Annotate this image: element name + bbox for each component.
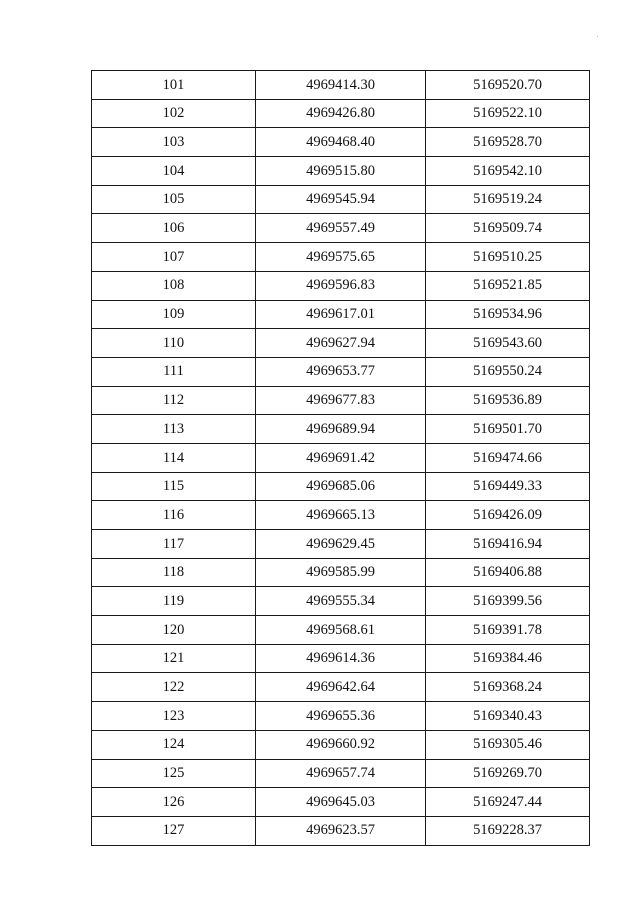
point-number-cell: 115 [92,472,256,501]
point-number-cell: 116 [92,501,256,530]
coordinates-table [91,70,590,846]
table-row [92,71,590,100]
table-row [92,788,590,817]
x-coordinate-cell: 4969665.13 [256,501,426,530]
point-number-cell: 114 [92,443,256,472]
y-coordinate-cell: 5169528.70 [426,128,590,157]
y-coordinate-cell: 5169340.43 [426,702,590,731]
y-coordinate-cell: 5169449.33 [426,472,590,501]
y-coordinate-cell: 5169247.44 [426,788,590,817]
table-row [92,386,590,415]
y-coordinate-cell: 5169536.89 [426,386,590,415]
x-coordinate-cell: 4969426.80 [256,99,426,128]
point-number-cell: 112 [92,386,256,415]
point-number-cell: 106 [92,214,256,243]
y-coordinate-cell: 5169520.70 [426,71,590,100]
table-row [92,243,590,272]
point-number-cell: 113 [92,415,256,444]
table-row [92,99,590,128]
x-coordinate-cell: 4969629.45 [256,530,426,559]
table-row [92,730,590,759]
x-coordinate-cell: 4969414.30 [256,71,426,100]
table-row [92,501,590,530]
y-coordinate-cell: 5169228.37 [426,816,590,845]
table-row [92,271,590,300]
point-number-cell: 118 [92,558,256,587]
point-number-cell: 103 [92,128,256,157]
y-coordinate-cell: 5169509.74 [426,214,590,243]
y-coordinate-cell: 5169543.60 [426,329,590,358]
point-number-cell: 102 [92,99,256,128]
x-coordinate-cell: 4969685.06 [256,472,426,501]
y-coordinate-cell: 5169406.88 [426,558,590,587]
y-coordinate-cell: 5169426.09 [426,501,590,530]
table-row [92,357,590,386]
table-row [92,530,590,559]
y-coordinate-cell: 5169384.46 [426,644,590,673]
x-coordinate-cell: 4969575.65 [256,243,426,272]
y-coordinate-cell: 5169474.66 [426,443,590,472]
x-coordinate-cell: 4969585.99 [256,558,426,587]
coordinates-table-body [92,71,590,846]
x-coordinate-cell: 4969555.34 [256,587,426,616]
table-row [92,644,590,673]
point-number-cell: 123 [92,702,256,731]
x-coordinate-cell: 4969568.61 [256,616,426,645]
y-coordinate-cell: 5169399.56 [426,587,590,616]
table-row [92,673,590,702]
table-row [92,816,590,845]
table-row [92,415,590,444]
table-row [92,472,590,501]
table-row [92,558,590,587]
x-coordinate-cell: 4969557.49 [256,214,426,243]
y-coordinate-cell: 5169501.70 [426,415,590,444]
point-number-cell: 111 [92,357,256,386]
x-coordinate-cell: 4969691.42 [256,443,426,472]
x-coordinate-cell: 4969689.94 [256,415,426,444]
point-number-cell: 119 [92,587,256,616]
point-number-cell: 101 [92,71,256,100]
table-row [92,329,590,358]
y-coordinate-cell: 5169510.25 [426,243,590,272]
y-coordinate-cell: 5169522.10 [426,99,590,128]
y-coordinate-cell: 5169550.24 [426,357,590,386]
x-coordinate-cell: 4969677.83 [256,386,426,415]
point-number-cell: 127 [92,816,256,845]
x-coordinate-cell: 4969617.01 [256,300,426,329]
point-number-cell: 126 [92,788,256,817]
point-number-cell: 109 [92,300,256,329]
y-coordinate-cell: 5169519.24 [426,185,590,214]
point-number-cell: 117 [92,530,256,559]
x-coordinate-cell: 4969614.36 [256,644,426,673]
x-coordinate-cell: 4969657.74 [256,759,426,788]
y-coordinate-cell: 5169391.78 [426,616,590,645]
point-number-cell: 110 [92,329,256,358]
point-number-cell: 121 [92,644,256,673]
x-coordinate-cell: 4969655.36 [256,702,426,731]
point-number-cell: 104 [92,157,256,186]
y-coordinate-cell: 5169305.46 [426,730,590,759]
x-coordinate-cell: 4969623.57 [256,816,426,845]
x-coordinate-cell: 4969642.64 [256,673,426,702]
table-row [92,587,590,616]
x-coordinate-cell: 4969645.03 [256,788,426,817]
y-coordinate-cell: 5169534.96 [426,300,590,329]
table-row [92,616,590,645]
point-number-cell: 108 [92,271,256,300]
x-coordinate-cell: 4969468.40 [256,128,426,157]
y-coordinate-cell: 5169542.10 [426,157,590,186]
point-number-cell: 124 [92,730,256,759]
point-number-cell: 105 [92,185,256,214]
table-row [92,128,590,157]
y-coordinate-cell: 5169521.85 [426,271,590,300]
y-coordinate-cell: 5169368.24 [426,673,590,702]
table-row [92,759,590,788]
scan-speck [597,36,598,37]
point-number-cell: 125 [92,759,256,788]
x-coordinate-cell: 4969653.77 [256,357,426,386]
table-row [92,702,590,731]
x-coordinate-cell: 4969515.80 [256,157,426,186]
table-row [92,443,590,472]
table-row [92,157,590,186]
point-number-cell: 122 [92,673,256,702]
x-coordinate-cell: 4969627.94 [256,329,426,358]
table-row [92,185,590,214]
table-row [92,214,590,243]
x-coordinate-cell: 4969545.94 [256,185,426,214]
y-coordinate-cell: 5169416.94 [426,530,590,559]
x-coordinate-cell: 4969660.92 [256,730,426,759]
point-number-cell: 120 [92,616,256,645]
point-number-cell: 107 [92,243,256,272]
y-coordinate-cell: 5169269.70 [426,759,590,788]
x-coordinate-cell: 4969596.83 [256,271,426,300]
table-row [92,300,590,329]
